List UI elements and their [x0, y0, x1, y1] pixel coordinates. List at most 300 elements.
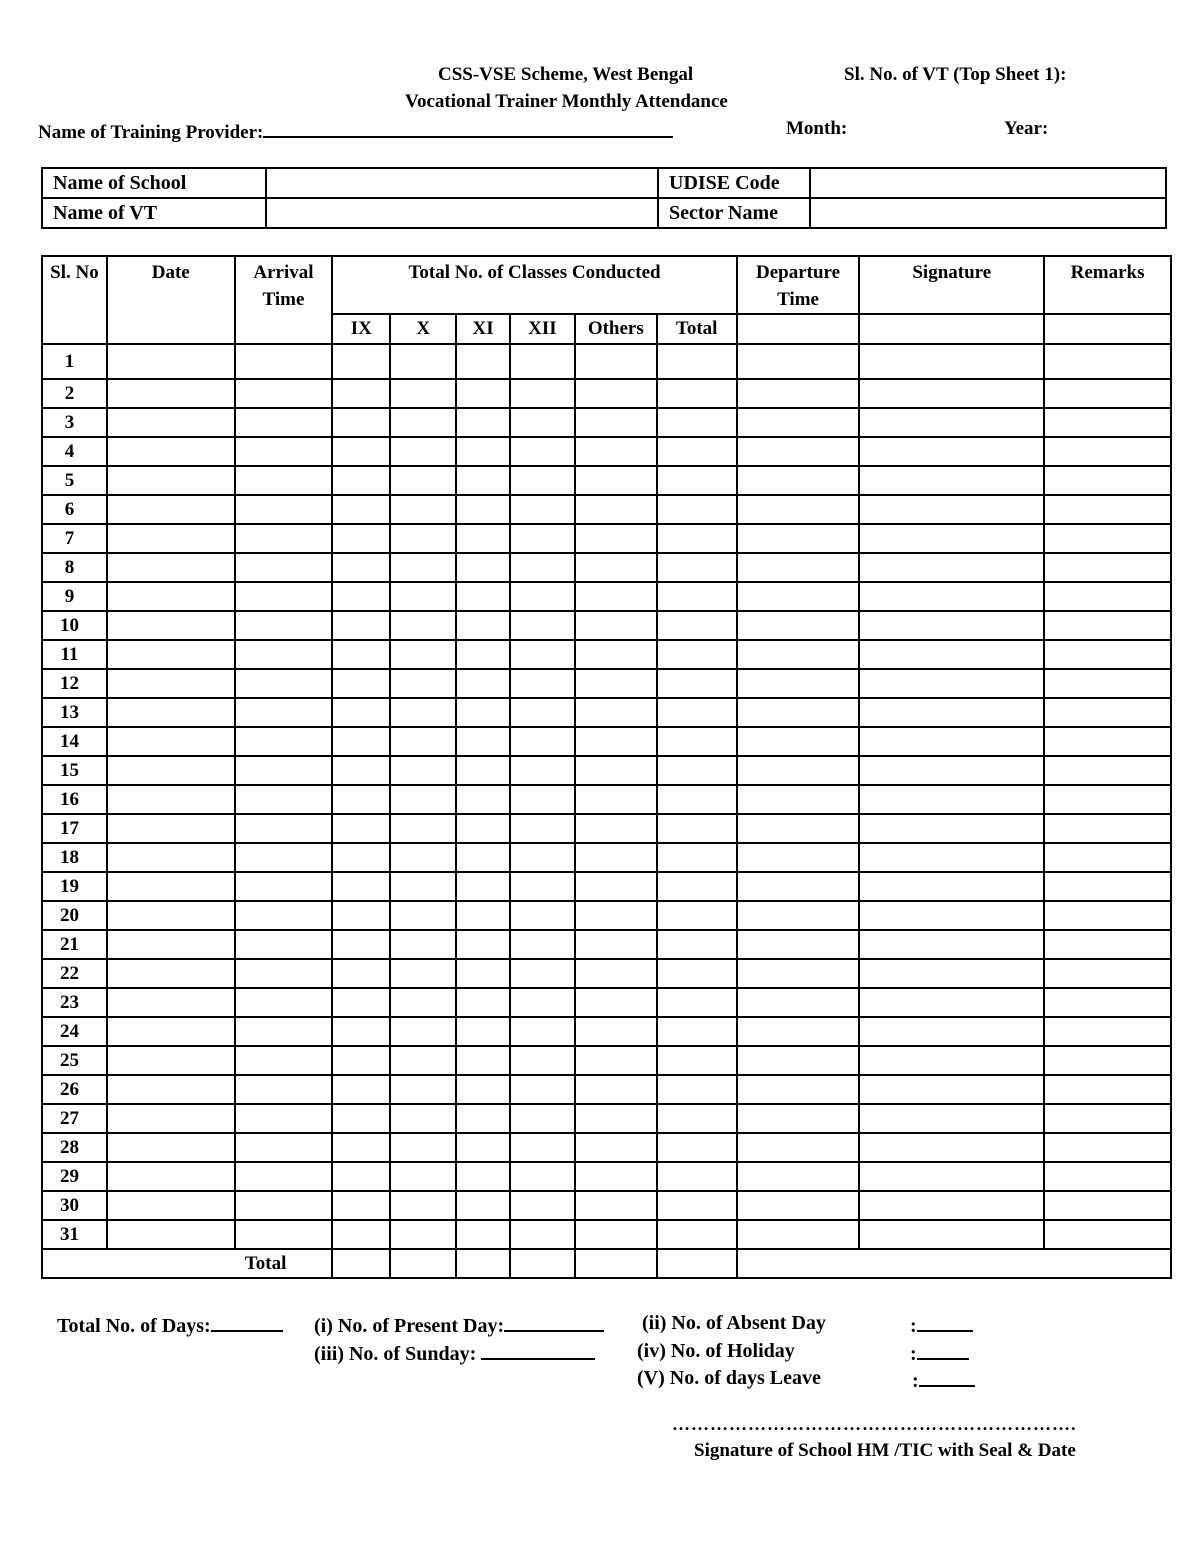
table-cell[interactable]: [1044, 930, 1171, 959]
table-cell[interactable]: [107, 669, 235, 698]
table-cell[interactable]: [737, 843, 860, 872]
table-cell[interactable]: [575, 727, 657, 756]
table-cell[interactable]: [575, 1191, 657, 1220]
table-cell[interactable]: [657, 814, 737, 843]
table-cell[interactable]: [510, 727, 575, 756]
table-cell[interactable]: [390, 785, 456, 814]
table-cell[interactable]: [737, 872, 860, 901]
table-cell[interactable]: [657, 495, 737, 524]
table-cell[interactable]: [456, 727, 510, 756]
table-cell[interactable]: [107, 408, 235, 437]
table-cell[interactable]: [1044, 1191, 1171, 1220]
table-cell[interactable]: [1044, 785, 1171, 814]
table-cell[interactable]: [1044, 1017, 1171, 1046]
table-cell[interactable]: [107, 901, 235, 930]
table-cell[interactable]: [737, 1075, 860, 1104]
table-cell[interactable]: [456, 814, 510, 843]
table-cell[interactable]: [859, 611, 1044, 640]
table-cell[interactable]: [107, 1191, 235, 1220]
table-cell[interactable]: [510, 669, 575, 698]
table-cell[interactable]: [657, 1017, 737, 1046]
table-cell[interactable]: [510, 1046, 575, 1075]
table-cell[interactable]: [657, 756, 737, 785]
table-cell[interactable]: [1044, 843, 1171, 872]
table-cell[interactable]: [332, 1046, 390, 1075]
total-cell[interactable]: [390, 1249, 456, 1278]
table-cell[interactable]: [737, 466, 860, 495]
table-cell[interactable]: [657, 930, 737, 959]
table-cell[interactable]: [235, 611, 333, 640]
table-cell[interactable]: [235, 408, 333, 437]
table-cell[interactable]: [510, 379, 575, 408]
table-cell[interactable]: [390, 495, 456, 524]
table-cell[interactable]: [575, 495, 657, 524]
table-cell[interactable]: [235, 959, 333, 988]
table-cell[interactable]: [737, 988, 860, 1017]
table-cell[interactable]: [456, 698, 510, 727]
table-cell[interactable]: [1044, 872, 1171, 901]
table-cell[interactable]: [859, 756, 1044, 785]
table-cell[interactable]: [456, 843, 510, 872]
table-cell[interactable]: [737, 698, 860, 727]
table-cell[interactable]: [737, 553, 860, 582]
table-cell[interactable]: [390, 1075, 456, 1104]
table-cell[interactable]: [1044, 379, 1171, 408]
table-cell[interactable]: [859, 640, 1044, 669]
table-cell[interactable]: [737, 495, 860, 524]
table-cell[interactable]: [456, 959, 510, 988]
table-cell[interactable]: [657, 901, 737, 930]
table-cell[interactable]: [1044, 408, 1171, 437]
table-cell[interactable]: [1044, 1133, 1171, 1162]
table-cell[interactable]: [456, 611, 510, 640]
table-cell[interactable]: [390, 524, 456, 553]
sunday-field[interactable]: [481, 1340, 595, 1360]
table-cell[interactable]: [737, 901, 860, 930]
table-cell[interactable]: [657, 379, 737, 408]
table-cell[interactable]: [575, 959, 657, 988]
table-cell[interactable]: [657, 698, 737, 727]
table-cell[interactable]: [575, 466, 657, 495]
table-cell[interactable]: [456, 408, 510, 437]
table-cell[interactable]: [107, 843, 235, 872]
table-cell[interactable]: [390, 1104, 456, 1133]
table-cell[interactable]: [657, 466, 737, 495]
table-cell[interactable]: [332, 437, 390, 466]
table-cell[interactable]: [1044, 698, 1171, 727]
table-cell[interactable]: [235, 901, 333, 930]
table-cell[interactable]: [657, 344, 737, 379]
table-cell[interactable]: [456, 785, 510, 814]
table-cell[interactable]: [657, 1075, 737, 1104]
table-cell[interactable]: [390, 1046, 456, 1075]
table-cell[interactable]: [859, 785, 1044, 814]
table-cell[interactable]: [1044, 344, 1171, 379]
table-cell[interactable]: [575, 437, 657, 466]
table-cell[interactable]: [575, 930, 657, 959]
table-cell[interactable]: [332, 611, 390, 640]
table-cell[interactable]: [657, 437, 737, 466]
table-cell[interactable]: [332, 756, 390, 785]
table-cell[interactable]: [332, 1220, 390, 1249]
table-cell[interactable]: [456, 1046, 510, 1075]
total-cell[interactable]: [575, 1249, 657, 1278]
table-cell[interactable]: [657, 1191, 737, 1220]
table-cell[interactable]: [859, 1104, 1044, 1133]
table-cell[interactable]: [235, 1046, 333, 1075]
table-cell[interactable]: [657, 669, 737, 698]
table-cell[interactable]: [390, 466, 456, 495]
table-cell[interactable]: [235, 640, 333, 669]
table-cell[interactable]: [107, 495, 235, 524]
table-cell[interactable]: [657, 959, 737, 988]
table-cell[interactable]: [737, 756, 860, 785]
table-cell[interactable]: [456, 1220, 510, 1249]
table-cell[interactable]: [390, 1017, 456, 1046]
table-cell[interactable]: [235, 727, 333, 756]
table-cell[interactable]: [332, 698, 390, 727]
table-cell[interactable]: [859, 1191, 1044, 1220]
table-cell[interactable]: [859, 698, 1044, 727]
table-cell[interactable]: [859, 727, 1044, 756]
table-cell[interactable]: [332, 524, 390, 553]
table-cell[interactable]: [390, 698, 456, 727]
table-cell[interactable]: [859, 1133, 1044, 1162]
table-cell[interactable]: [456, 1075, 510, 1104]
training-provider-field[interactable]: [263, 118, 673, 138]
table-cell[interactable]: [107, 640, 235, 669]
table-cell[interactable]: [859, 669, 1044, 698]
table-cell[interactable]: [332, 1133, 390, 1162]
table-cell[interactable]: [575, 640, 657, 669]
table-cell[interactable]: [332, 959, 390, 988]
table-cell[interactable]: [456, 1191, 510, 1220]
table-cell[interactable]: [235, 344, 333, 379]
table-cell[interactable]: [657, 582, 737, 611]
table-cell[interactable]: [1044, 959, 1171, 988]
table-cell[interactable]: [510, 756, 575, 785]
table-cell[interactable]: [235, 524, 333, 553]
table-cell[interactable]: [859, 495, 1044, 524]
table-cell[interactable]: [456, 1017, 510, 1046]
table-cell[interactable]: [390, 640, 456, 669]
table-cell[interactable]: [1044, 495, 1171, 524]
table-cell[interactable]: [390, 727, 456, 756]
table-cell[interactable]: [390, 1133, 456, 1162]
vt-name-field[interactable]: [266, 198, 658, 228]
table-cell[interactable]: [456, 669, 510, 698]
table-cell[interactable]: [456, 553, 510, 582]
table-cell[interactable]: [107, 344, 235, 379]
table-cell[interactable]: [737, 640, 860, 669]
table-cell[interactable]: [510, 524, 575, 553]
table-cell[interactable]: [456, 1133, 510, 1162]
table-cell[interactable]: [332, 640, 390, 669]
table-cell[interactable]: [1044, 611, 1171, 640]
table-cell[interactable]: [332, 930, 390, 959]
table-cell[interactable]: [510, 553, 575, 582]
table-cell[interactable]: [332, 495, 390, 524]
table-cell[interactable]: [107, 1162, 235, 1191]
table-cell[interactable]: [657, 727, 737, 756]
table-cell[interactable]: [107, 785, 235, 814]
table-cell[interactable]: [332, 988, 390, 1017]
table-cell[interactable]: [332, 408, 390, 437]
table-cell[interactable]: [859, 344, 1044, 379]
table-cell[interactable]: [107, 1046, 235, 1075]
total-cell[interactable]: [510, 1249, 575, 1278]
table-cell[interactable]: [737, 1191, 860, 1220]
table-cell[interactable]: [737, 582, 860, 611]
table-cell[interactable]: [107, 553, 235, 582]
table-cell[interactable]: [657, 1104, 737, 1133]
holiday-field[interactable]: [917, 1340, 969, 1360]
table-cell[interactable]: [1044, 466, 1171, 495]
table-cell[interactable]: [575, 1075, 657, 1104]
table-cell[interactable]: [1044, 756, 1171, 785]
table-cell[interactable]: [657, 988, 737, 1017]
table-cell[interactable]: [859, 582, 1044, 611]
table-cell[interactable]: [657, 524, 737, 553]
table-cell[interactable]: [737, 669, 860, 698]
table-cell[interactable]: [390, 843, 456, 872]
table-cell[interactable]: [107, 1075, 235, 1104]
table-cell[interactable]: [737, 1162, 860, 1191]
table-cell[interactable]: [1044, 901, 1171, 930]
table-cell[interactable]: [510, 1104, 575, 1133]
table-cell[interactable]: [235, 466, 333, 495]
table-cell[interactable]: [107, 611, 235, 640]
table-cell[interactable]: [657, 553, 737, 582]
table-cell[interactable]: [737, 930, 860, 959]
table-cell[interactable]: [737, 1046, 860, 1075]
total-cell[interactable]: [456, 1249, 510, 1278]
table-cell[interactable]: [235, 1104, 333, 1133]
table-cell[interactable]: [859, 408, 1044, 437]
table-cell[interactable]: [235, 872, 333, 901]
table-cell[interactable]: [657, 1162, 737, 1191]
table-cell[interactable]: [107, 1220, 235, 1249]
table-cell[interactable]: [1044, 553, 1171, 582]
table-cell[interactable]: [456, 582, 510, 611]
table-cell[interactable]: [510, 611, 575, 640]
total-days-field[interactable]: [211, 1312, 283, 1332]
table-cell[interactable]: [510, 785, 575, 814]
table-cell[interactable]: [332, 553, 390, 582]
table-cell[interactable]: [235, 814, 333, 843]
table-cell[interactable]: [575, 379, 657, 408]
table-cell[interactable]: [737, 814, 860, 843]
table-cell[interactable]: [235, 582, 333, 611]
table-cell[interactable]: [657, 1046, 737, 1075]
table-cell[interactable]: [456, 930, 510, 959]
table-cell[interactable]: [456, 640, 510, 669]
table-cell[interactable]: [332, 727, 390, 756]
table-cell[interactable]: [332, 1162, 390, 1191]
absent-days-field[interactable]: [917, 1312, 973, 1332]
table-cell[interactable]: [737, 344, 860, 379]
table-cell[interactable]: [575, 1162, 657, 1191]
school-name-field[interactable]: [266, 168, 658, 198]
table-cell[interactable]: [390, 930, 456, 959]
table-cell[interactable]: [1044, 582, 1171, 611]
table-cell[interactable]: [510, 437, 575, 466]
table-cell[interactable]: [1044, 1104, 1171, 1133]
table-cell[interactable]: [107, 727, 235, 756]
table-cell[interactable]: [107, 698, 235, 727]
table-cell[interactable]: [575, 756, 657, 785]
table-cell[interactable]: [235, 698, 333, 727]
table-cell[interactable]: [510, 814, 575, 843]
table-cell[interactable]: [332, 901, 390, 930]
table-cell[interactable]: [737, 1133, 860, 1162]
table-cell[interactable]: [510, 1220, 575, 1249]
table-cell[interactable]: [235, 437, 333, 466]
table-cell[interactable]: [657, 872, 737, 901]
table-cell[interactable]: [235, 843, 333, 872]
table-cell[interactable]: [859, 553, 1044, 582]
table-cell[interactable]: [235, 1133, 333, 1162]
table-cell[interactable]: [737, 1017, 860, 1046]
table-cell[interactable]: [332, 379, 390, 408]
table-cell[interactable]: [1044, 1075, 1171, 1104]
table-cell[interactable]: [456, 872, 510, 901]
table-cell[interactable]: [575, 408, 657, 437]
table-cell[interactable]: [332, 344, 390, 379]
table-cell[interactable]: [107, 959, 235, 988]
leave-field[interactable]: [919, 1367, 975, 1387]
table-cell[interactable]: [456, 466, 510, 495]
table-cell[interactable]: [235, 1220, 333, 1249]
table-cell[interactable]: [657, 611, 737, 640]
table-cell[interactable]: [510, 988, 575, 1017]
table-cell[interactable]: [737, 959, 860, 988]
table-cell[interactable]: [235, 1017, 333, 1046]
table-cell[interactable]: [737, 611, 860, 640]
table-cell[interactable]: [575, 1046, 657, 1075]
table-cell[interactable]: [235, 379, 333, 408]
table-cell[interactable]: [456, 437, 510, 466]
table-cell[interactable]: [575, 988, 657, 1017]
table-cell[interactable]: [859, 901, 1044, 930]
table-cell[interactable]: [737, 727, 860, 756]
table-cell[interactable]: [1044, 524, 1171, 553]
table-cell[interactable]: [859, 437, 1044, 466]
table-cell[interactable]: [859, 988, 1044, 1017]
table-cell[interactable]: [510, 901, 575, 930]
table-cell[interactable]: [456, 524, 510, 553]
table-cell[interactable]: [575, 524, 657, 553]
table-cell[interactable]: [1044, 1162, 1171, 1191]
table-cell[interactable]: [1044, 669, 1171, 698]
table-cell[interactable]: [510, 1017, 575, 1046]
table-cell[interactable]: [575, 344, 657, 379]
table-cell[interactable]: [1044, 640, 1171, 669]
table-cell[interactable]: [332, 1017, 390, 1046]
total-cell[interactable]: [657, 1249, 737, 1278]
table-cell[interactable]: [737, 408, 860, 437]
table-cell[interactable]: [390, 901, 456, 930]
table-cell[interactable]: [235, 1162, 333, 1191]
table-cell[interactable]: [575, 901, 657, 930]
table-cell[interactable]: [235, 785, 333, 814]
table-cell[interactable]: [859, 930, 1044, 959]
table-cell[interactable]: [332, 466, 390, 495]
table-cell[interactable]: [332, 1075, 390, 1104]
table-cell[interactable]: [390, 988, 456, 1017]
table-cell[interactable]: [332, 843, 390, 872]
table-cell[interactable]: [510, 1162, 575, 1191]
table-cell[interactable]: [510, 344, 575, 379]
table-cell[interactable]: [107, 756, 235, 785]
table-cell[interactable]: [390, 959, 456, 988]
table-cell[interactable]: [235, 756, 333, 785]
table-cell[interactable]: [107, 872, 235, 901]
table-cell[interactable]: [1044, 814, 1171, 843]
table-cell[interactable]: [390, 872, 456, 901]
table-cell[interactable]: [107, 988, 235, 1017]
table-cell[interactable]: [859, 959, 1044, 988]
table-cell[interactable]: [859, 872, 1044, 901]
table-cell[interactable]: [390, 553, 456, 582]
table-cell[interactable]: [390, 1162, 456, 1191]
table-cell[interactable]: [657, 785, 737, 814]
table-cell[interactable]: [332, 785, 390, 814]
table-cell[interactable]: [1044, 727, 1171, 756]
table-cell[interactable]: [107, 379, 235, 408]
table-cell[interactable]: [107, 1017, 235, 1046]
table-cell[interactable]: [575, 698, 657, 727]
table-cell[interactable]: [859, 1075, 1044, 1104]
table-cell[interactable]: [859, 814, 1044, 843]
table-cell[interactable]: [332, 814, 390, 843]
table-cell[interactable]: [235, 1191, 333, 1220]
table-cell[interactable]: [332, 872, 390, 901]
table-cell[interactable]: [510, 698, 575, 727]
table-cell[interactable]: [510, 872, 575, 901]
table-cell[interactable]: [859, 1220, 1044, 1249]
table-cell[interactable]: [510, 408, 575, 437]
table-cell[interactable]: [859, 843, 1044, 872]
table-cell[interactable]: [390, 1191, 456, 1220]
table-cell[interactable]: [390, 756, 456, 785]
table-cell[interactable]: [737, 524, 860, 553]
table-cell[interactable]: [575, 872, 657, 901]
table-cell[interactable]: [510, 1075, 575, 1104]
table-cell[interactable]: [657, 640, 737, 669]
table-cell[interactable]: [859, 524, 1044, 553]
present-days-field[interactable]: [504, 1312, 604, 1332]
table-cell[interactable]: [107, 1104, 235, 1133]
table-cell[interactable]: [510, 495, 575, 524]
table-cell[interactable]: [657, 1220, 737, 1249]
table-cell[interactable]: [859, 1046, 1044, 1075]
table-cell[interactable]: [390, 582, 456, 611]
table-cell[interactable]: [575, 1133, 657, 1162]
table-cell[interactable]: [859, 1162, 1044, 1191]
table-cell[interactable]: [510, 466, 575, 495]
table-cell[interactable]: [657, 408, 737, 437]
table-cell[interactable]: [575, 553, 657, 582]
table-cell[interactable]: [859, 1017, 1044, 1046]
table-cell[interactable]: [510, 959, 575, 988]
table-cell[interactable]: [1044, 1046, 1171, 1075]
table-cell[interactable]: [657, 1133, 737, 1162]
table-cell[interactable]: [107, 437, 235, 466]
table-cell[interactable]: [737, 1104, 860, 1133]
table-cell[interactable]: [456, 1104, 510, 1133]
table-cell[interactable]: [575, 1104, 657, 1133]
